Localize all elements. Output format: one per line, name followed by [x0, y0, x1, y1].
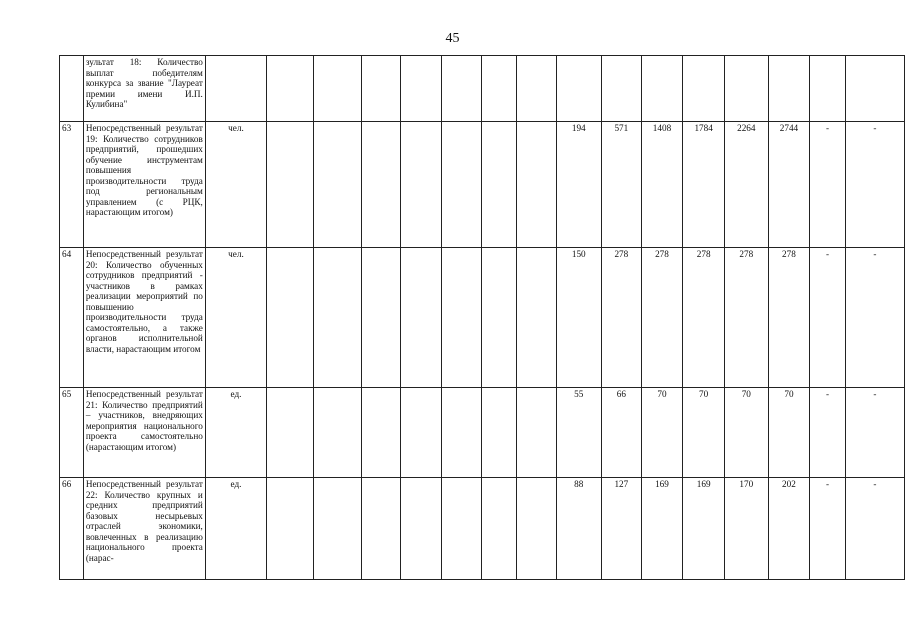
empty-cell [314, 478, 361, 580]
unit-cell: ед. [205, 388, 266, 478]
table-row [60, 248, 905, 388]
dash-cell: - [845, 478, 904, 580]
empty-cell [314, 122, 361, 248]
empty-cell [267, 56, 314, 122]
table-body [60, 56, 905, 580]
empty-cell [400, 248, 441, 388]
empty-cell [361, 388, 400, 478]
value-cell: 278 [768, 248, 810, 388]
dash-cell: - [845, 122, 904, 248]
empty-cell [442, 248, 481, 388]
value-cell: 55 [556, 388, 602, 478]
empty-cell [400, 388, 441, 478]
dash-cell: - [810, 122, 846, 248]
unit-cell: ед. [205, 478, 266, 580]
dash-cell: - [810, 478, 846, 580]
table-row [60, 56, 905, 122]
empty-cell [481, 388, 516, 478]
empty-cell [267, 248, 314, 388]
empty-cell [361, 122, 400, 248]
value-cell: 278 [602, 248, 642, 388]
empty-cell [517, 56, 556, 122]
empty-cell [361, 248, 400, 388]
empty-cell [481, 122, 516, 248]
value-cell [641, 56, 683, 122]
value-cell [683, 56, 725, 122]
indicator-description: Непосредственный результат 19: Количество сотрудников предприятий, прошедших обучение инструментам повышения производительности труда под региональным управлением (с РЦК, нарастающим итогом) [83, 122, 205, 248]
value-cell: 70 [683, 388, 725, 478]
empty-cell [267, 478, 314, 580]
empty-cell [517, 248, 556, 388]
indicator-description: Непосредственный результат 21: Количество предприятий – участников, внедряющих мероприятия национального проекта самостоятельно (нарастающим итогом) [83, 388, 205, 478]
dash-cell: - [810, 248, 846, 388]
indicator-description: зультат 18: Количество выплат победителям конкурса за звание "Лауреат премии имени И.П. Кулибина" [83, 56, 205, 122]
unit-cell [205, 56, 266, 122]
empty-cell [442, 478, 481, 580]
value-cell: 194 [556, 122, 602, 248]
value-cell: 169 [641, 478, 683, 580]
value-cell: 70 [768, 388, 810, 478]
dash-cell [810, 56, 846, 122]
dash-cell: - [810, 388, 846, 478]
value-cell: 2264 [724, 122, 768, 248]
page-number: 45 [445, 31, 460, 46]
empty-cell [481, 56, 516, 122]
empty-cell [400, 478, 441, 580]
empty-cell [517, 388, 556, 478]
value-cell: 70 [641, 388, 683, 478]
value-cell: 150 [556, 248, 602, 388]
empty-cell [442, 388, 481, 478]
value-cell: 170 [724, 478, 768, 580]
value-cell: 169 [683, 478, 725, 580]
value-cell: 70 [724, 388, 768, 478]
empty-cell [517, 478, 556, 580]
table-row [60, 388, 905, 478]
unit-cell: чел. [205, 248, 266, 388]
value-cell: 571 [602, 122, 642, 248]
empty-cell [442, 122, 481, 248]
table-row [60, 478, 905, 580]
indicator-description: Непосредственный результат 22: Количество крупных и средних предприятий базовых несырьевых отраслей экономики, вовлеченных в реализацию национального проекта (нарас- [83, 478, 205, 580]
value-cell: 1784 [683, 122, 725, 248]
row-number: 63 [60, 122, 84, 248]
row-number: 64 [60, 248, 84, 388]
dash-cell [845, 56, 904, 122]
empty-cell [481, 248, 516, 388]
value-cell: 278 [724, 248, 768, 388]
value-cell [602, 56, 642, 122]
empty-cell [442, 56, 481, 122]
indicator-description: Непосредственный результат 20: Количество обученных сотрудников предприятий - участников в рамках реализации мероприятий по повышению производительности труда самостоятельно, а также органов исполнительной власти, нарастающим итогом [83, 248, 205, 388]
value-cell: 202 [768, 478, 810, 580]
value-cell: 278 [683, 248, 725, 388]
empty-cell [314, 388, 361, 478]
empty-cell [361, 478, 400, 580]
value-cell: 2744 [768, 122, 810, 248]
value-cell: 127 [602, 478, 642, 580]
empty-cell [481, 478, 516, 580]
value-cell: 66 [602, 388, 642, 478]
dash-cell: - [845, 388, 904, 478]
value-cell: 278 [641, 248, 683, 388]
empty-cell [361, 56, 400, 122]
value-cell [556, 56, 602, 122]
unit-cell: чел. [205, 122, 266, 248]
indicator-table [59, 55, 905, 580]
value-cell [768, 56, 810, 122]
empty-cell [267, 388, 314, 478]
empty-cell [314, 56, 361, 122]
row-number: 65 [60, 388, 84, 478]
value-cell: 1408 [641, 122, 683, 248]
empty-cell [267, 122, 314, 248]
empty-cell [314, 248, 361, 388]
dash-cell: - [845, 248, 904, 388]
value-cell: 88 [556, 478, 602, 580]
empty-cell [400, 56, 441, 122]
row-number: 66 [60, 478, 84, 580]
table-row [60, 122, 905, 248]
empty-cell [400, 122, 441, 248]
value-cell [724, 56, 768, 122]
row-number [60, 56, 84, 122]
empty-cell [517, 122, 556, 248]
